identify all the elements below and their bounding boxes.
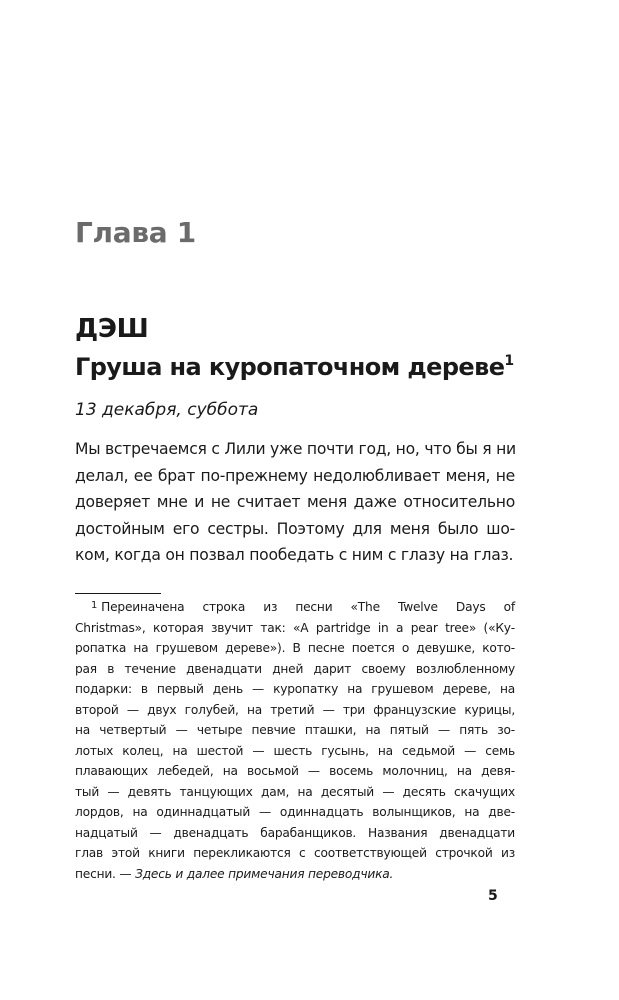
- chapter-date: 13 декабря, суббота: [75, 400, 259, 420]
- footnote-last-prefix: песни. —: [75, 866, 136, 881]
- translator-note: Здесь и далее примечания переводчика.: [135, 866, 394, 881]
- footnote-line: надцатый — двенадцать барабанщиков. Названия двенадцати: [75, 825, 515, 840]
- body-line: достойным его сестры. Поэтому для меня было шо-: [75, 519, 515, 538]
- footnote-line-text: Переиначена строка из песни «The Twelve Days of: [101, 600, 515, 614]
- body-line: доверяет мне и не считает меня даже относительно: [75, 493, 515, 511]
- footnote-line: ропатка на грушевом дереве»). В песне поется о девушке, кото-: [75, 641, 515, 655]
- footnote-line: лотых колец, на шестой — шесть гусынь, на седьмой — семь: [75, 743, 515, 758]
- footnote-divider: [75, 593, 161, 594]
- narrator-name: ДЭШ: [75, 314, 149, 344]
- chapter-title: [75, 350, 514, 384]
- footnote-line: [75, 864, 515, 885]
- footnote-line: лордов, на одиннадцатый — одиннадцать волынщиков, на две-: [75, 805, 515, 819]
- footnote-number: 1: [91, 600, 98, 611]
- chapter-title-text: Груша на куропаточном дереве: [75, 353, 505, 381]
- chapter-heading: Глава 1: [75, 216, 196, 249]
- footnote-line: рая в течение двенадцати дней дарит своему возлюбленному: [75, 661, 515, 676]
- body-line: делал, ее брат по-прежнему недолюбливает меня, не: [75, 466, 515, 485]
- footnote-line: подарки: в первый день — куропатку на грушевом дереве, на: [75, 682, 515, 696]
- body-line: Мы встречаемся с Лили уже почти год, но, что бы я ни: [75, 440, 516, 458]
- footnote-line: на четвертый — четыре певчие пташки, на пятый — пять зо-: [75, 723, 515, 737]
- footnote-line: [75, 597, 515, 618]
- footnote-line: плавающих лебедей, на восьмой — восемь молочниц, на девя-: [75, 764, 515, 778]
- footnote: [75, 597, 515, 884]
- footnote-line: тый — девять танцующих дам, на десятый — десять скачущих: [75, 784, 515, 799]
- body-paragraph: [75, 436, 515, 569]
- footnote-line: глав этой книги перекликаются с соответствующей строчкой из: [75, 846, 515, 860]
- footnote-reference[interactable]: 1: [504, 353, 514, 369]
- footnote-line: второй — двух голубей, на третий — три французские курицы,: [75, 702, 515, 717]
- page-number: 5: [488, 888, 498, 904]
- footnote-line: Christmas», которая звучит так: «A partridge in a pear tree» («Ку-: [75, 620, 515, 635]
- body-line: ком, когда он позвал пообедать с ним с глазу на глаз.: [75, 546, 514, 564]
